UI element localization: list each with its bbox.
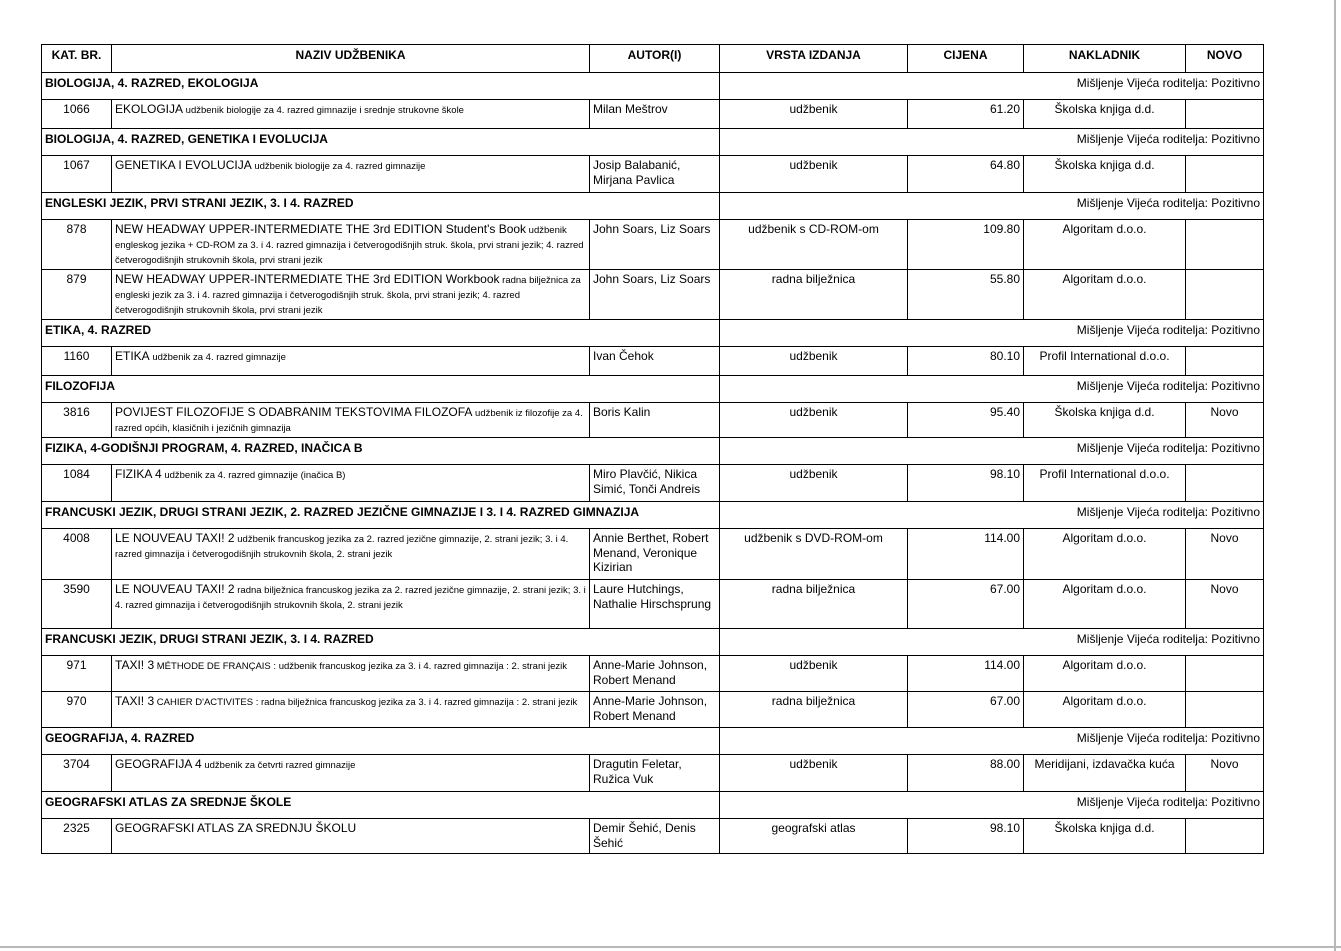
cell-nakladnik: Algoritam d.o.o. bbox=[1024, 220, 1186, 270]
cell-naziv bbox=[112, 465, 590, 502]
cell-autor: Anne-Marie Johnson, Robert Menand bbox=[590, 656, 720, 692]
table-row bbox=[42, 347, 1264, 376]
cell-naziv bbox=[112, 692, 590, 728]
cell-vrsta: udžbenik s DVD-ROM-om bbox=[720, 529, 908, 580]
cell-nakladnik: Algoritam d.o.o. bbox=[1024, 529, 1186, 580]
section-title: BIOLOGIJA, 4. RAZRED, GENETIKA I EVOLUCIJA bbox=[42, 129, 720, 156]
cell-autor: Anne-Marie Johnson, Robert Menand bbox=[590, 692, 720, 728]
cell-nakladnik: Profil International d.o.o. bbox=[1024, 465, 1186, 502]
cell-cijena: 61.20 bbox=[908, 100, 1024, 129]
cell-autor: Milan Meštrov bbox=[590, 100, 720, 129]
cell-novo: Novo bbox=[1186, 529, 1264, 580]
cell-kat: 879 bbox=[42, 270, 112, 320]
section-opinion: Mišljenje Vijeća roditelja: Pozitivno bbox=[720, 792, 1264, 819]
section-title: BIOLOGIJA, 4. RAZRED, EKOLOGIJA bbox=[42, 73, 720, 100]
cell-autor: Josip Balabanić, Mirjana Pavlica bbox=[590, 156, 720, 193]
cell-novo: Novo bbox=[1186, 755, 1264, 792]
cell-nakladnik: Meridijani, izdavačka kuća bbox=[1024, 755, 1186, 792]
section-opinion: Mišljenje Vijeća roditelja: Pozitivno bbox=[720, 193, 1264, 220]
header-row bbox=[42, 45, 1264, 73]
cell-autor: Laure Hutchings, Nathalie Hirschsprung bbox=[590, 580, 720, 629]
section-row bbox=[42, 320, 1264, 347]
section-row bbox=[42, 73, 1264, 100]
book-title: LE NOUVEAU TAXI! 2 bbox=[115, 531, 235, 545]
section-row bbox=[42, 438, 1264, 465]
book-title: NEW HEADWAY UPPER-INTERMEDIATE THE 3rd EDITION Student's Book bbox=[115, 222, 527, 236]
cell-vrsta: udžbenik bbox=[720, 156, 908, 193]
cell-naziv bbox=[112, 656, 590, 692]
section-title: GEOGRAFIJA, 4. RAZRED bbox=[42, 728, 720, 755]
cell-novo bbox=[1186, 100, 1264, 129]
section-row bbox=[42, 629, 1264, 656]
book-description: udžbenik biologije za 4. razred gimnazije bbox=[251, 161, 426, 172]
section-row bbox=[42, 376, 1264, 403]
book-description: udžbenik biologije za 4. razred gimnazije i srednje strukovne škole bbox=[183, 105, 464, 116]
section-title: GEOGRAFSKI ATLAS ZA SREDNJE ŠKOLE bbox=[42, 792, 720, 819]
cell-vrsta: radna bilježnica bbox=[720, 692, 908, 728]
cell-naziv bbox=[112, 347, 590, 376]
cell-vrsta: radna bilježnica bbox=[720, 270, 908, 320]
cell-kat: 3704 bbox=[42, 755, 112, 792]
book-title: GENETIKA I EVOLUCIJA bbox=[115, 158, 252, 172]
cell-cijena: 109.80 bbox=[908, 220, 1024, 270]
table-row bbox=[42, 529, 1264, 580]
page-edge-right bbox=[1334, 0, 1336, 951]
cell-kat: 971 bbox=[42, 656, 112, 692]
cell-cijena: 98.10 bbox=[908, 465, 1024, 502]
cell-nakladnik: Školska knjiga d.d. bbox=[1024, 100, 1186, 129]
table-row bbox=[42, 100, 1264, 129]
cell-cijena: 88.00 bbox=[908, 755, 1024, 792]
table-row bbox=[42, 156, 1264, 193]
cell-vrsta: udžbenik bbox=[720, 465, 908, 502]
cell-kat: 4008 bbox=[42, 529, 112, 580]
book-title: POVIJEST FILOZOFIJE S ODABRANIM TEKSTOVIMA FILOZOFA bbox=[115, 405, 473, 419]
book-description: radna bilježnica za engleski jezik za 3. i 4. razred gimnazija i četverogodišnjih struk. škola, prvi strani jezik; 4. razred četverogodišnjih strukovnih škola, prvi strani jezik bbox=[115, 275, 581, 316]
book-title: NEW HEADWAY UPPER-INTERMEDIATE THE 3rd EDITION Workbook bbox=[115, 272, 500, 286]
cell-kat: 1067 bbox=[42, 156, 112, 193]
header-nakladnik: NAKLADNIK bbox=[1024, 45, 1186, 73]
cell-autor: Demir Šehić, Denis Šehić bbox=[590, 819, 720, 854]
cell-kat: 3816 bbox=[42, 403, 112, 438]
cell-cijena: 95.40 bbox=[908, 403, 1024, 438]
table-row bbox=[42, 220, 1264, 270]
book-description: MÉTHODE DE FRANÇAIS : udžbenik francuskog jezika za 3. i 4. razred gimnazija : 2. strani jezik bbox=[154, 661, 567, 672]
cell-vrsta: udžbenik bbox=[720, 755, 908, 792]
textbook-table bbox=[41, 44, 1264, 854]
cell-autor: Annie Berthet, Robert Menand, Veronique Kizirian bbox=[590, 529, 720, 580]
cell-novo: Novo bbox=[1186, 580, 1264, 629]
cell-autor: Miro Plavčić, Nikica Simić, Tonči Andreis bbox=[590, 465, 720, 502]
cell-nakladnik: Školska knjiga d.d. bbox=[1024, 819, 1186, 854]
cell-nakladnik: Školska knjiga d.d. bbox=[1024, 403, 1186, 438]
cell-naziv bbox=[112, 529, 590, 580]
table-row bbox=[42, 580, 1264, 629]
book-description: udžbenik iz filozofije za 4. razred općih, klasičnih i jezičnih gimnazija bbox=[115, 408, 583, 434]
section-opinion: Mišljenje Vijeća roditelja: Pozitivno bbox=[720, 502, 1264, 529]
section-row bbox=[42, 502, 1264, 529]
cell-vrsta: udžbenik bbox=[720, 656, 908, 692]
cell-cijena: 55.80 bbox=[908, 270, 1024, 320]
section-opinion: Mišljenje Vijeća roditelja: Pozitivno bbox=[720, 438, 1264, 465]
book-description: udžbenik za 4. razred gimnazije bbox=[149, 352, 286, 363]
header-autor: AUTOR(I) bbox=[590, 45, 720, 73]
cell-vrsta: udžbenik s CD-ROM-om bbox=[720, 220, 908, 270]
cell-nakladnik: Algoritam d.o.o. bbox=[1024, 580, 1186, 629]
cell-novo bbox=[1186, 220, 1264, 270]
cell-novo bbox=[1186, 270, 1264, 320]
book-description: udžbenik za 4. razred gimnazije (inačica B) bbox=[161, 470, 346, 481]
cell-kat: 2325 bbox=[42, 819, 112, 854]
cell-nakladnik: Profil International d.o.o. bbox=[1024, 347, 1186, 376]
cell-naziv bbox=[112, 100, 590, 129]
book-title: TAXI! 3 bbox=[115, 694, 155, 708]
cell-naziv bbox=[112, 220, 590, 270]
cell-cijena: 80.10 bbox=[908, 347, 1024, 376]
cell-kat: 3590 bbox=[42, 580, 112, 629]
cell-autor: Boris Kalin bbox=[590, 403, 720, 438]
cell-nakladnik: Algoritam d.o.o. bbox=[1024, 270, 1186, 320]
book-description: udžbenik za četvrti razred gimnazije bbox=[201, 760, 356, 771]
cell-kat: 1066 bbox=[42, 100, 112, 129]
cell-vrsta: geografski atlas bbox=[720, 819, 908, 854]
section-row bbox=[42, 728, 1264, 755]
cell-cijena: 67.00 bbox=[908, 692, 1024, 728]
cell-cijena: 64.80 bbox=[908, 156, 1024, 193]
section-title: ETIKA, 4. RAZRED bbox=[42, 320, 720, 347]
cell-kat: 1084 bbox=[42, 465, 112, 502]
cell-naziv bbox=[112, 156, 590, 193]
section-title: FILOZOFIJA bbox=[42, 376, 720, 403]
cell-novo bbox=[1186, 465, 1264, 502]
cell-naziv bbox=[112, 580, 590, 629]
section-opinion: Mišljenje Vijeća roditelja: Pozitivno bbox=[720, 320, 1264, 347]
cell-naziv bbox=[112, 270, 590, 320]
cell-novo bbox=[1186, 156, 1264, 193]
cell-naziv bbox=[112, 819, 590, 854]
section-opinion: Mišljenje Vijeća roditelja: Pozitivno bbox=[720, 728, 1264, 755]
cell-kat: 970 bbox=[42, 692, 112, 728]
table-row bbox=[42, 656, 1264, 692]
header-novo: NOVO bbox=[1186, 45, 1264, 73]
cell-novo bbox=[1186, 692, 1264, 728]
book-title: EKOLOGIJA bbox=[115, 102, 184, 116]
cell-autor: Ivan Čehok bbox=[590, 347, 720, 376]
table-row bbox=[42, 692, 1264, 728]
cell-naziv bbox=[112, 755, 590, 792]
cell-naziv bbox=[112, 403, 590, 438]
table-row bbox=[42, 403, 1264, 438]
header-vrsta: VRSTA IZDANJA bbox=[720, 45, 908, 73]
cell-vrsta: udžbenik bbox=[720, 347, 908, 376]
page-edge-bottom bbox=[0, 946, 1341, 948]
cell-novo bbox=[1186, 819, 1264, 854]
cell-vrsta: udžbenik bbox=[720, 100, 908, 129]
cell-kat: 1160 bbox=[42, 347, 112, 376]
cell-cijena: 98.10 bbox=[908, 819, 1024, 854]
table-row bbox=[42, 819, 1264, 854]
table-row bbox=[42, 270, 1264, 320]
table-body bbox=[42, 73, 1264, 854]
section-row bbox=[42, 129, 1264, 156]
cell-autor: Dragutin Feletar, Ružica Vuk bbox=[590, 755, 720, 792]
section-row bbox=[42, 792, 1264, 819]
section-title: FRANCUSKI JEZIK, DRUGI STRANI JEZIK, 2. RAZRED JEZIČNE GIMNAZIJE I 3. I 4. RAZRED GIMNAZIJA bbox=[42, 502, 720, 529]
header-kat: KAT. BR. bbox=[42, 45, 112, 73]
cell-cijena: 114.00 bbox=[908, 529, 1024, 580]
table-row bbox=[42, 755, 1264, 792]
section-opinion: Mišljenje Vijeća roditelja: Pozitivno bbox=[720, 73, 1264, 100]
book-description: radna bilježnica francuskog jezika za 2. razred jezične gimnazije, 2. strani jezik; 3. i 4. razred gimnazija i četverogodišnjih strukovnih škola, 2. strani jezik bbox=[115, 585, 586, 611]
table-row bbox=[42, 465, 1264, 502]
book-title: FIZIKA 4 bbox=[115, 467, 162, 481]
book-description: CAHIER D'ACTIVITES : radna bilježnica francuskog jezika za 3. i 4. razred gimnazija : 2. strani jezik bbox=[154, 697, 578, 708]
book-title: GEOGRAFSKI ATLAS ZA SREDNJU ŠKOLU bbox=[115, 821, 357, 835]
cell-autor: John Soars, Liz Soars bbox=[590, 270, 720, 320]
cell-novo bbox=[1186, 347, 1264, 376]
section-opinion: Mišljenje Vijeća roditelja: Pozitivno bbox=[720, 376, 1264, 403]
cell-nakladnik: Školska knjiga d.d. bbox=[1024, 156, 1186, 193]
cell-kat: 878 bbox=[42, 220, 112, 270]
book-title: TAXI! 3 bbox=[115, 658, 155, 672]
section-row bbox=[42, 193, 1264, 220]
section-opinion: Mišljenje Vijeća roditelja: Pozitivno bbox=[720, 629, 1264, 656]
book-description: udžbenik engleskog jezika + CD-ROM za 3. i 4. razred gimnazija i četverogodišnjih struk. škola, prvi strani jezik; 4. razred četverogodišnjih strukovnih škola, prvi strani jezik bbox=[115, 225, 584, 266]
section-title: FRANCUSKI JEZIK, DRUGI STRANI JEZIK, 3. I 4. RAZRED bbox=[42, 629, 720, 656]
book-title: ETIKA bbox=[115, 349, 150, 363]
cell-nakladnik: Algoritam d.o.o. bbox=[1024, 692, 1186, 728]
header-naziv: NAZIV UDŽBENIKA bbox=[112, 45, 590, 73]
cell-nakladnik: Algoritam d.o.o. bbox=[1024, 656, 1186, 692]
header-cijena: CIJENA bbox=[908, 45, 1024, 73]
cell-novo bbox=[1186, 656, 1264, 692]
book-title: GEOGRAFIJA 4 bbox=[115, 757, 202, 771]
section-title: FIZIKA, 4-GODIŠNJI PROGRAM, 4. RAZRED, INAČICA B bbox=[42, 438, 720, 465]
book-title: LE NOUVEAU TAXI! 2 bbox=[115, 582, 235, 596]
cell-cijena: 114.00 bbox=[908, 656, 1024, 692]
cell-autor: John Soars, Liz Soars bbox=[590, 220, 720, 270]
cell-novo: Novo bbox=[1186, 403, 1264, 438]
section-opinion: Mišljenje Vijeća roditelja: Pozitivno bbox=[720, 129, 1264, 156]
section-title: ENGLESKI JEZIK, PRVI STRANI JEZIK, 3. I 4. RAZRED bbox=[42, 193, 720, 220]
cell-vrsta: radna bilježnica bbox=[720, 580, 908, 629]
cell-vrsta: udžbenik bbox=[720, 403, 908, 438]
book-description: udžbenik francuskog jezika za 2. razred jezične gimnazije, 2. strani jezik; 3. i 4. razred gimnazija i četverogodišnjih strukovnih škola, 2. strani jezik bbox=[115, 534, 569, 560]
cell-cijena: 67.00 bbox=[908, 580, 1024, 629]
